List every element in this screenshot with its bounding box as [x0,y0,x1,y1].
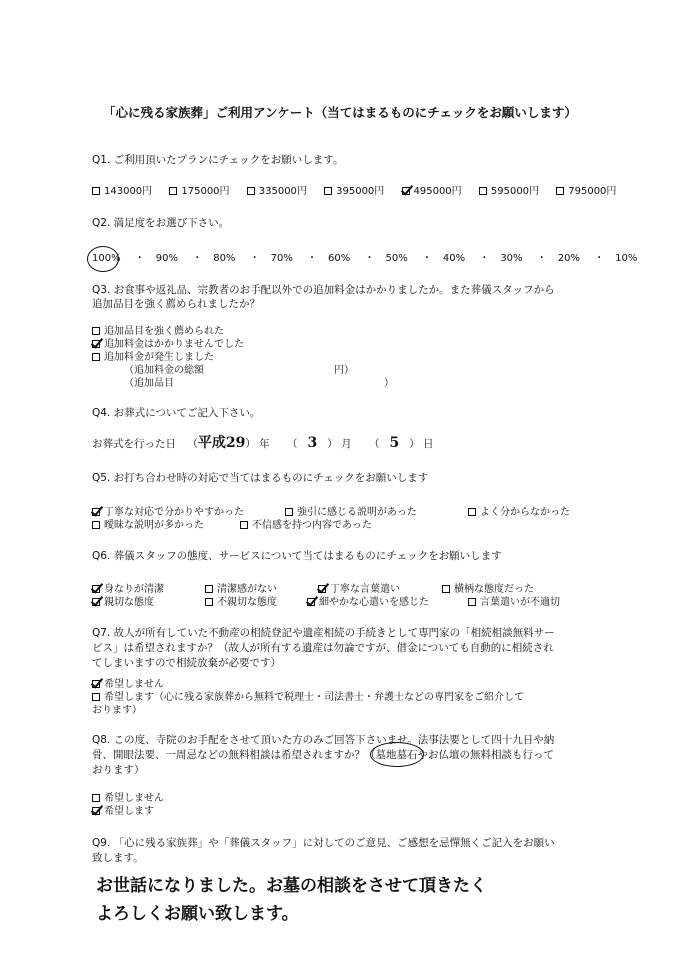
checkbox[interactable] [92,327,100,335]
q1-options [92,182,630,197]
q6-option[interactable]: 横柄な態度だった [442,580,534,595]
checkbox[interactable] [92,187,100,195]
checkbox[interactable] [205,585,213,593]
page-title: 「心に残る家族葬」ご利用アンケート（当てはまるものにチェックをお願いします） [103,105,577,120]
q2-option[interactable]: 90% [155,253,179,264]
q1-option[interactable]: 335000円 [247,186,307,197]
q3-option[interactable]: 追加料金が発生しました [92,351,394,364]
selection-circle [87,246,119,272]
checkbox-checked[interactable] [318,585,326,593]
q3-extra-amount: （追加料金の総額 円） [124,365,354,376]
checkbox-checked[interactable] [92,508,100,516]
checkbox[interactable] [92,353,100,361]
q5-question: Q5. お打ち合わせ時の対応で当てはまるものにチェックをお願いします [92,472,429,484]
q2-option-selected[interactable]: 100% [92,253,121,264]
q8-question: Q8. この度、寺院のお手配をさせて頂いた方のみご回答下さいませ。法事法要として四十九日や納 骨、開眼法要、一周忌などの無料相談は希望されますか？（墓地墓石 やお仏壇の無料相談も行って おります） [92,734,555,776]
checkbox[interactable] [285,508,293,516]
checkbox[interactable] [240,521,248,529]
q6-option[interactable]: 細やかな心遣いを感じた [307,593,429,608]
q2-option[interactable]: 20% [557,253,580,264]
q7-question: Q7. 故人が所有していた不動産の相続登記や遺産相続の手続きとして専門家の「相続相談無料サー ビス」は希望されますか？（故人が所有する遺産は勿論ですが、借金についても自動的に相続され てしまいますので相続放棄が必要です） [92,627,555,669]
checkbox-checked[interactable] [92,585,100,593]
checkbox-checked[interactable] [92,598,100,606]
checkbox[interactable] [468,598,476,606]
q5-option[interactable]: 強引に感じる説明があった [285,503,417,518]
checkbox[interactable] [169,187,177,195]
q7-option[interactable]: 希望します（心に残る家族葬から無料で税理士・司法書士・弁護士などの専門家をご紹介して [92,691,524,704]
day-handwritten[interactable]: 5 [389,435,400,451]
q3-options [92,325,394,390]
circled-phrase: 墓地墓石 [376,748,418,763]
checkbox[interactable] [92,521,100,529]
q6-question: Q6. 葬儀スタッフの態度、サービスについて当てはまるものにチェックをお願いします [92,550,502,562]
q6-option[interactable]: 不親切な態度 [205,593,277,608]
q1-question: Q1. ご利用頂いたプランにチェックをお願いします。 [92,154,344,166]
selection-circle [370,742,424,767]
q4-date-row: お葬式を行った日 （平成29） 年 （ 3 ） 月 （ 5 ） 日 [92,435,434,451]
checkbox-checked[interactable] [92,340,100,348]
q7-options [92,678,524,717]
q2-option[interactable]: 30% [500,253,523,264]
checkbox[interactable] [442,585,450,593]
q9-handwritten-answer[interactable]: お世話になりました。お墓の相談をさせて頂きたく よろしくお願い致します。 [96,876,487,924]
q2-option[interactable]: 50% [385,253,408,264]
q1-option[interactable]: 395000円 [324,186,384,197]
q5-option[interactable]: よく分からなかった [468,503,570,518]
q2-option[interactable]: 60% [328,253,351,264]
era-year-handwritten[interactable]: 平成29 [197,435,246,451]
q1-option[interactable]: 495000円 [402,186,462,197]
q2-option[interactable]: 10% [615,253,638,264]
q1-option[interactable]: 595000円 [479,186,539,197]
checkbox-checked[interactable] [92,680,100,688]
q8-options [92,792,164,818]
q6-option[interactable]: 言葉遣いが不適切 [468,593,560,608]
q1-option[interactable]: 795000円 [556,186,616,197]
checkbox[interactable] [247,187,255,195]
checkbox[interactable] [324,187,332,195]
q4-question: Q4. お葬式についてご記入下さい。 [92,407,261,419]
q6-option[interactable]: 親切な態度 [92,593,154,608]
q1-option[interactable]: 143000円 [92,186,152,197]
checkbox[interactable] [479,187,487,195]
q8-option[interactable]: 希望しません [92,792,164,805]
month-handwritten[interactable]: 3 [307,435,318,451]
q5-option[interactable]: 丁寧な対応で分かりやすかった [92,503,244,518]
q2-question: Q2. 満足度をお選び下さい。 [92,217,230,229]
checkbox-checked[interactable] [402,187,410,195]
checkbox[interactable] [468,508,476,516]
q6-option[interactable]: 身なりが清潔 [92,580,164,595]
q2-option[interactable]: 70% [270,253,293,264]
q6-option[interactable]: 清潔感がない [205,580,277,595]
q5-option[interactable]: 曖昧な説明が多かった [92,516,204,531]
checkbox-checked[interactable] [92,807,100,815]
q8-option[interactable]: 希望します [92,805,164,818]
checkbox[interactable] [205,598,213,606]
checkbox[interactable] [92,794,100,802]
q3-extra-items: （追加品目 ） [124,378,394,389]
checkbox[interactable] [556,187,564,195]
q1-option[interactable]: 175000円 [169,186,229,197]
q7-option[interactable]: 希望しません [92,678,524,691]
q6-option[interactable]: 丁寧な言葉遣い [318,580,400,595]
q2-option[interactable]: 80% [213,253,236,264]
checkbox[interactable] [92,693,100,701]
q5-option[interactable]: 不信感を持つ内容であった [240,516,372,531]
q3-question: Q3. お食事や返礼品、宗教者のお手配以外での追加料金はかかりましたか。また葬儀スタッフから 追加品目を強く薦められましたか？ [92,284,555,310]
checkbox-checked[interactable] [307,598,315,606]
q3-option[interactable]: 追加品目を強く薦められた [92,325,394,338]
q2-scale: 100% ・ 90% ・ 80% ・ 70% ・ 60% ・ 50% ・ 40% ・ 30% ・ 20% ・ 10% [92,249,637,264]
q3-option[interactable]: 追加料金はかかりませんでした [92,338,394,351]
q9-question: Q9. 「心に残る家族葬」や「葬儀スタッフ」に対してのご意見、ご感想を忌憚無くご記入をお願い 致します。 [92,837,555,864]
q7-option-continuation: おります） [92,705,142,716]
q2-option[interactable]: 40% [442,253,466,264]
